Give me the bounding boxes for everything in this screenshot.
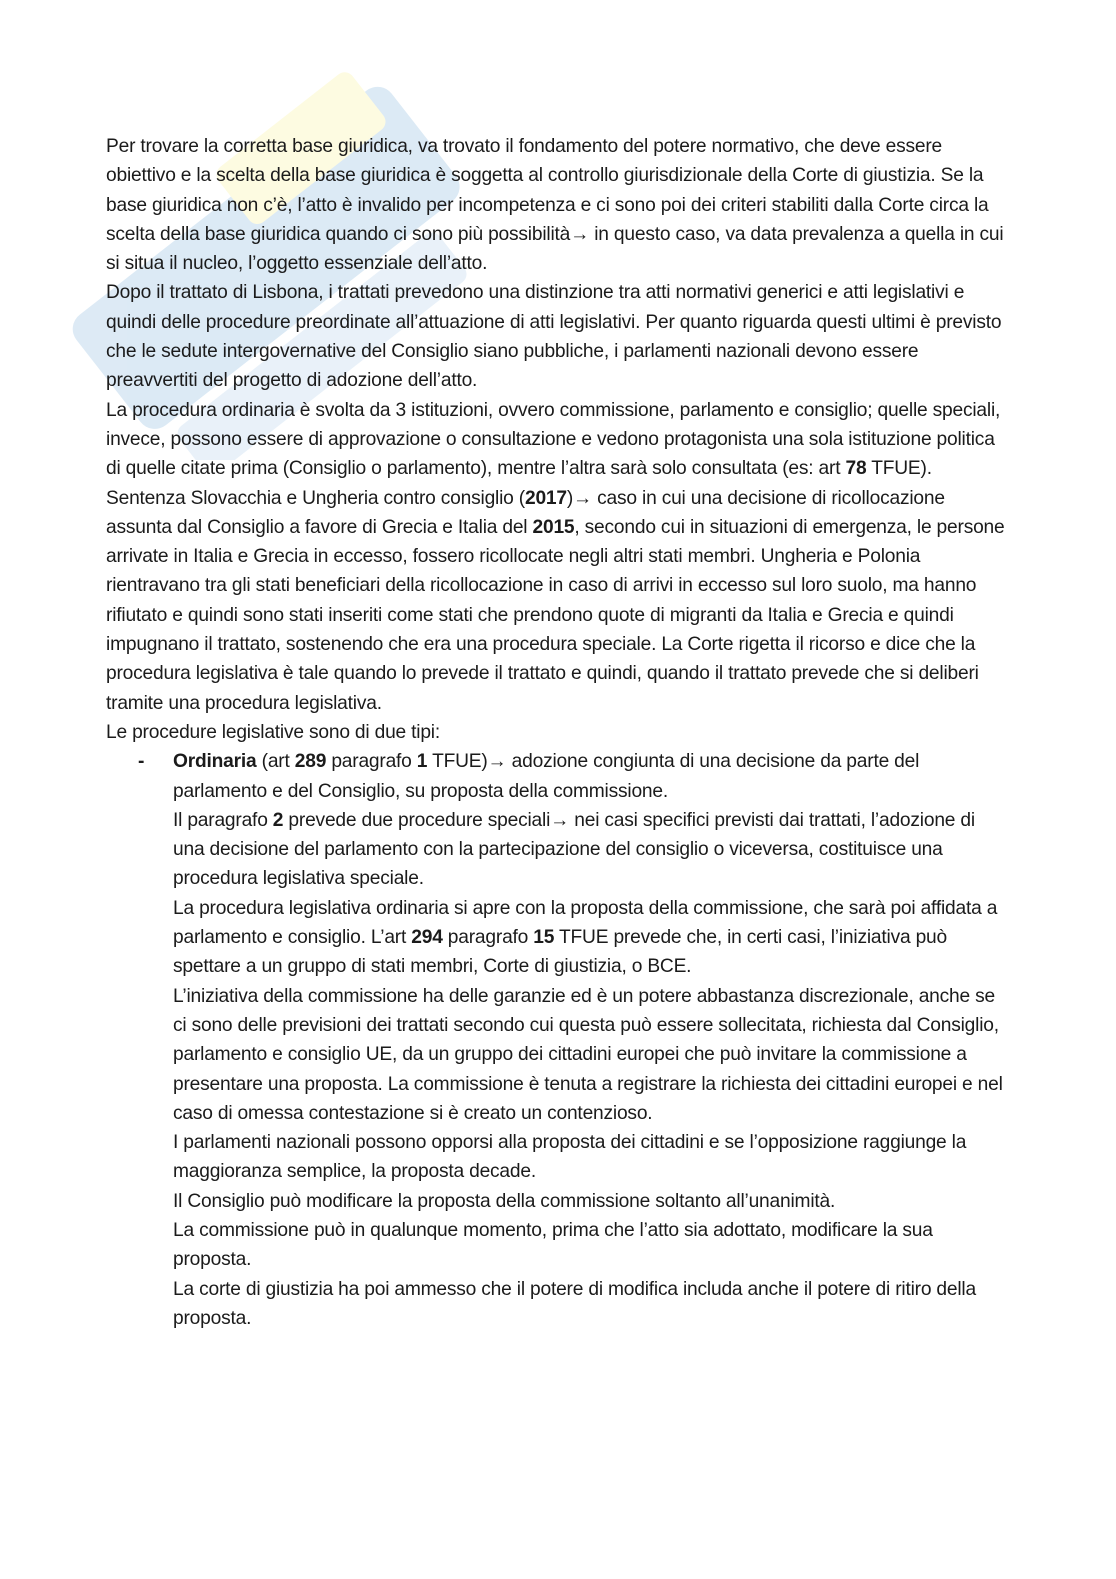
paragraph-procedura-ordinaria: La procedura ordinaria è svolta da 3 istituzioni, ovvero commissione, parlamento e consiglio; quelle speciali, invece, possono essere di approvazione o consultazione e vedono protagonista una sola istituzione politica di quelle citate prima (Consiglio o parlamento), mentre l’altra sarà solo consultata (es: art 78 TFUE). — [106, 399, 1001, 480]
paragraph-base-giuridica: Per trovare la corretta base giuridica, va trovato il fondamento del potere normativo, che deve essere obiettivo e la scelta della base giuridica è soggetta al controllo giurisdizionale della Corte di giustizia. Se la base giuridica non c’è, l’atto è invalido per incompetenza e ci sono poi dei criteri stabiliti dalla Corte circa la scelta della base giuridica quando ci sono più possibilità→ in questo caso, va data prevalenza a quella in cui si situa il nucleo, l’oggetto essenziale dell’atto. — [106, 136, 1004, 275]
item-proposta-commissione: La procedura legislativa ordinaria si apre con la proposta della commissione, che sarà poi affidata a parlamento e consiglio. L’art 294 paragrafo 15 TFUE prevede che, in certi casi, l’iniziativa può spettare a un gruppo di stati membri, Corte di giustizia, o BCE. — [173, 897, 998, 978]
item-iniziativa-commissione: L’iniziativa della commissione ha delle garanzie ed è un potere abbastanza discrezionale, anche se ci sono delle previsioni dei trattati secondo cui questa può essere sollecitata, richiesta dal Consiglio, parlamento e consiglio UE, da un gruppo dei cittadini europei che può invitare la commissione a presentare una proposta. La commissione è tenuta a registrare la richiesta dei cittadini europei e nel caso di omessa contestazione si è creato un contenzioso. — [173, 985, 1003, 1124]
paragraph-sentenza-slovacchia: Sentenza Slovacchia e Ungheria contro consiglio (2017)→ caso in cui una decisione di ricollocazione assunta dal Consiglio a favore di Grecia e Italia del 2015, secondo cui in situazioni di emergenza, le persone arrivate in Italia e Grecia in eccesso, fossero ricollocate negli altri stati membri. Ungheria e Polonia rientravano tra gli stati beneficiari della ricollocazione in caso di arrivi in eccesso sul loro suolo, ma hanno rifiutato e quindi sono stati inseriti come stati che prendono quote di migranti da Italia e Grecia e quindi impugnano il trattato, sostenendo che era una procedura speciale. La Corte rigetta il ricorso e dice che la procedura legislativa è tale quando lo prevede il trattato e quindi, quando il trattato prevede che si deliberi tramite una procedura legislativa. — [106, 487, 1005, 714]
bullet-dash: - — [138, 751, 145, 773]
item-ordinaria-intro: Ordinaria (art 289 paragrafo 1 TFUE)→ adozione congiunta di una decisione da parte del parlamento e del Consiglio, su proposta della commissione. — [173, 751, 920, 802]
item-ritiro-proposta: La corte di giustizia ha poi ammesso che il potere di modifica includa anche il potere di ritiro della proposta. — [173, 1278, 976, 1329]
paragraph-trattato-lisbona: Dopo il trattato di Lisbona, i trattati prevedono una distinzione tra atti normativi generici e atti legislativi e quindi delle procedure preordinate all’attuazione di atti legislativi. Per quanto riguarda questi ultimi è previsto che le sedute intergovernative del Consiglio siano pubbliche, i parlamenti nazionali devono essere preavvertiti del progetto di adozione dell’atto. — [106, 282, 1002, 392]
document-body — [106, 132, 1011, 1333]
item-paragrafo-2: Il paragrafo 2 prevede due procedure speciali→ nei casi specifici previsti dai trattati, l’adozione di una decisione del parlamento con la partecipazione del consiglio o viceversa, costituisce una procedura legislativa speciale. — [173, 809, 975, 890]
list-item-ordinaria — [106, 747, 1011, 1333]
item-consiglio-unanimita: Il Consiglio può modificare la proposta della commissione soltanto all’unanimità. — [173, 1190, 836, 1212]
procedure-list — [106, 747, 1011, 1333]
paragraph-procedure-tipi: Le procedure legislative sono di due tipi: — [106, 721, 440, 743]
item-modifica-proposta: La commissione può in qualunque momento, prima che l’atto sia adottato, modificare la sua proposta. — [173, 1219, 933, 1271]
item-parlamenti-nazionali: I parlamenti nazionali possono opporsi alla proposta dei cittadini e se l’opposizione raggiunge la maggioranza semplice, la proposta decade. — [173, 1132, 967, 1183]
